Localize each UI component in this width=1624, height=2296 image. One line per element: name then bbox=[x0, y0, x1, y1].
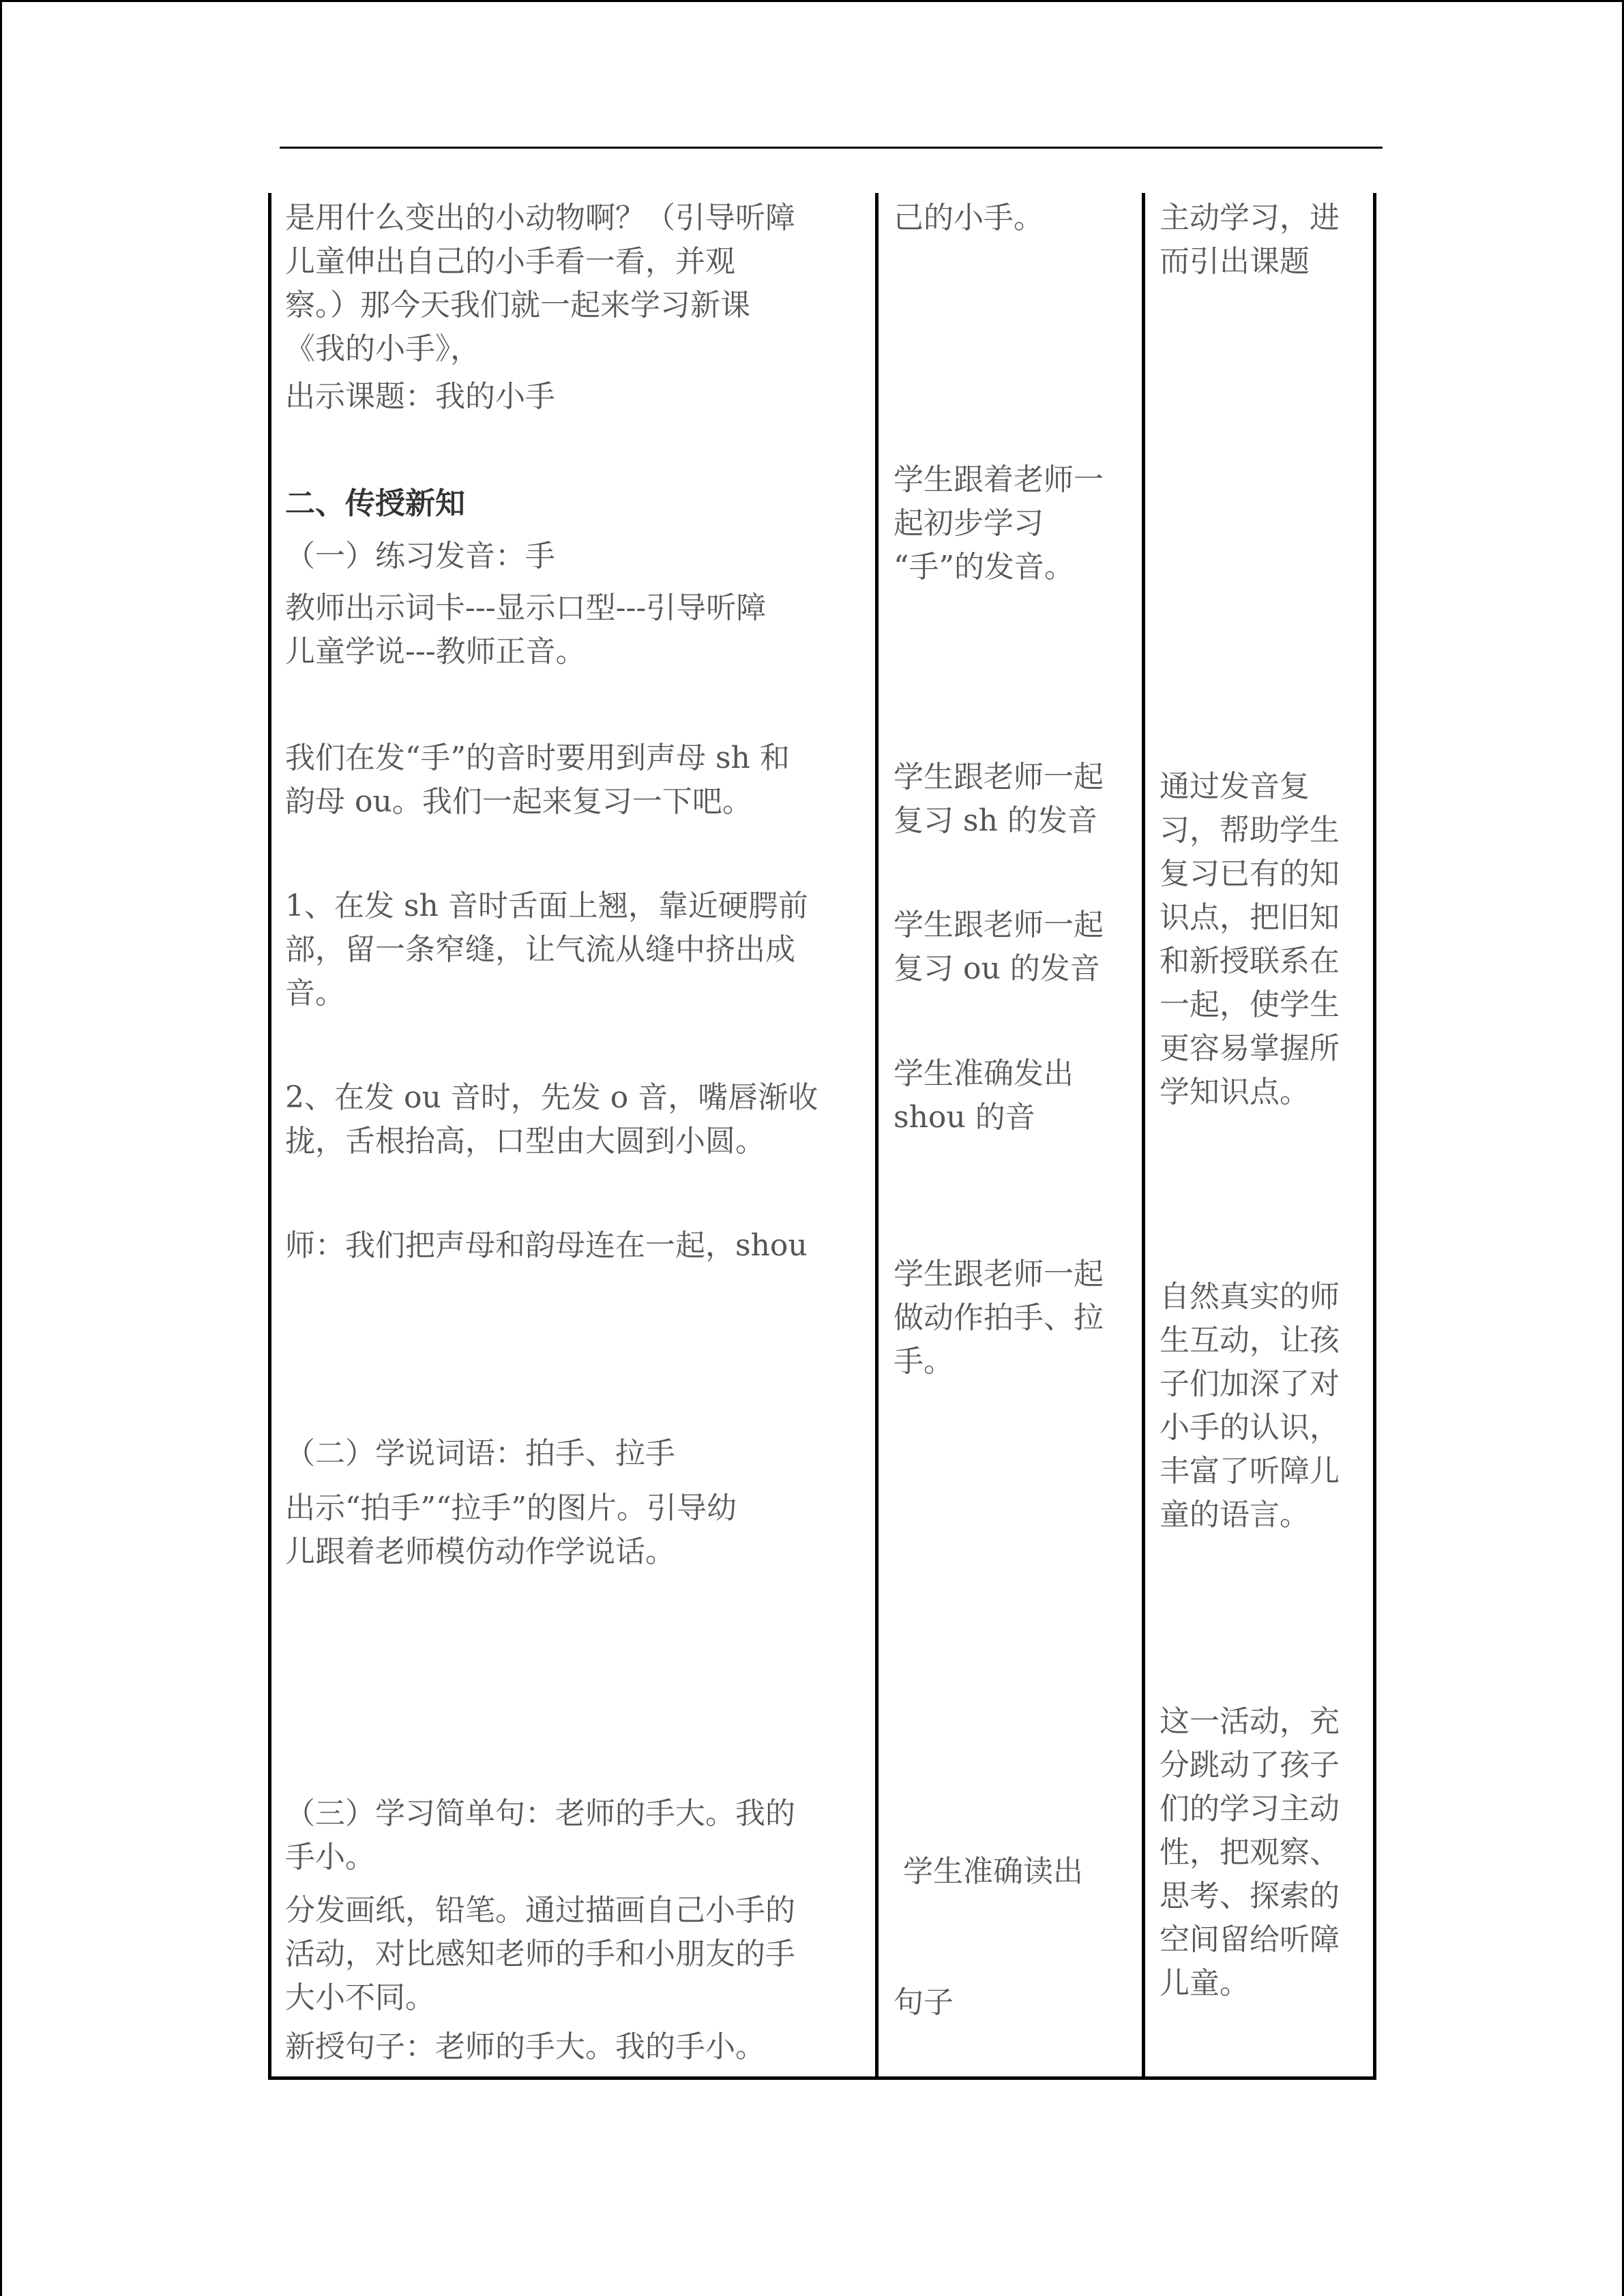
text-line: shou 的音 bbox=[894, 1100, 1035, 1135]
teacher-activity-intro bbox=[285, 196, 861, 371]
header-rule bbox=[280, 147, 1383, 149]
table-column-divider-2 bbox=[1142, 193, 1145, 2080]
text-line: 《我的小手》， bbox=[285, 331, 480, 366]
text-line: 拢，舌根抬高，口型由大圆到小圆。 bbox=[285, 1124, 765, 1159]
text-line: 手小。 bbox=[285, 1840, 375, 1875]
student-activity-1 bbox=[894, 196, 1132, 240]
text-line: 们的学习主动 bbox=[1160, 1791, 1340, 1826]
text-line: “手”的发音。 bbox=[894, 550, 1074, 584]
text-line: 出示课题：我的小手 bbox=[285, 379, 555, 414]
text-line: 己的小手。 bbox=[894, 200, 1044, 235]
text-line: 子们加深了对 bbox=[1160, 1367, 1340, 1401]
text-line: 儿童。 bbox=[1160, 1966, 1250, 2001]
student-activity-2 bbox=[894, 458, 1132, 589]
subsection-pronunciation bbox=[285, 535, 861, 578]
text-line: 句子 bbox=[894, 1985, 954, 2020]
text-line: （三）学习简单句：老师的手大。我的 bbox=[285, 1796, 795, 1831]
text-line: 2、在发 ou 音时，先发 o 音，嘴唇渐收 bbox=[285, 1080, 818, 1115]
text-line: 识点，把旧知 bbox=[1160, 900, 1340, 935]
text-line: 生互动，让孩 bbox=[1160, 1323, 1340, 1358]
design-intent-3 bbox=[1160, 1275, 1364, 1537]
text-line: 学生跟着老师一 bbox=[894, 462, 1104, 497]
text-line: 出示“拍手”“拉手”的图片。引导幼 bbox=[285, 1491, 737, 1525]
text-line: 做动作拍手、拉 bbox=[894, 1300, 1104, 1335]
text-line: 学生跟老师一起 bbox=[894, 1257, 1104, 1292]
student-activity-3 bbox=[894, 756, 1132, 843]
page-frame-left bbox=[0, 0, 2, 2296]
text-line: 手。 bbox=[894, 1344, 954, 1379]
table-column-divider-1 bbox=[875, 193, 879, 2080]
table-border-bottom bbox=[268, 2076, 1376, 2080]
text-line: 童的语言。 bbox=[1160, 1497, 1310, 1532]
text-line: 性，把观察、 bbox=[1160, 1835, 1340, 1870]
text-line: 韵母 ou。我们一起来复习一下吧。 bbox=[285, 784, 752, 819]
text-line: 和新授联系在 bbox=[1160, 944, 1340, 979]
section-heading bbox=[285, 482, 861, 526]
initial-final-intro bbox=[285, 736, 861, 824]
text-line: 复习 sh 的发音 bbox=[894, 803, 1097, 838]
text-line: 更容易掌握所 bbox=[1160, 1031, 1340, 1066]
subsection-sentences bbox=[285, 1792, 861, 1879]
text-line: 师：我们把声母和韵母连在一起，shou bbox=[285, 1228, 808, 1263]
text-line: 空间留给听障 bbox=[1160, 1922, 1340, 1957]
text-line: 是用什么变出的小动物啊？（引导听障 bbox=[285, 200, 795, 235]
text-line: 察。）那今天我们就一起来学习新课 bbox=[285, 288, 750, 323]
section-heading-text: 二、传授新知 bbox=[285, 486, 465, 521]
student-activity-7 bbox=[894, 1763, 1132, 2112]
design-intent-4 bbox=[1160, 1700, 1364, 2006]
text-line: 学生准确读出 bbox=[894, 1854, 1083, 1889]
text-line: 复习 ou 的发音 bbox=[894, 951, 1100, 986]
picture-instruction bbox=[285, 1487, 861, 1574]
text-line: 一起，使学生 bbox=[1160, 987, 1340, 1022]
student-activity-6 bbox=[894, 1253, 1132, 1384]
text-line: 丰富了听障儿 bbox=[1160, 1454, 1340, 1489]
text-line: 分发画纸，铅笔。通过描画自己小手的 bbox=[285, 1893, 795, 1928]
text-line: 新授句子：老师的手大。我的手小。 bbox=[285, 2029, 765, 2064]
text-line: 主动学习，进 bbox=[1160, 200, 1340, 235]
table-border-right bbox=[1373, 193, 1376, 2080]
subsection-vocabulary bbox=[285, 1432, 861, 1476]
text-line: 1、在发 sh 音时舌面上翘，靠近硬腭前 bbox=[285, 889, 808, 923]
text-line: 部，留一条窄缝，让气流从缝中挤出成 bbox=[285, 932, 795, 967]
text-line: 分跳动了孩子 bbox=[1160, 1748, 1340, 1783]
teacher-word-card bbox=[285, 586, 861, 674]
student-activity-5 bbox=[894, 1052, 1132, 1139]
text-line: 复习已有的知 bbox=[1160, 856, 1340, 891]
text-line: 儿跟着老师模仿动作学说话。 bbox=[285, 1534, 675, 1569]
text-line: 自然真实的师 bbox=[1160, 1279, 1340, 1314]
page-frame-top bbox=[0, 0, 1624, 2]
table-border-left bbox=[268, 193, 271, 2080]
text-line: 儿童学说---教师正音。 bbox=[285, 634, 586, 669]
text-line: 学生跟老师一起 bbox=[894, 760, 1104, 794]
design-intent-1 bbox=[1160, 196, 1364, 284]
text-line: （一）练习发音：手 bbox=[285, 539, 555, 573]
sh-pronunciation-step bbox=[285, 884, 861, 1015]
lesson-title-display bbox=[285, 375, 861, 419]
text-line: 习，帮助学生 bbox=[1160, 813, 1340, 848]
text-line: 我们在发“手”的音时要用到声母 sh 和 bbox=[285, 741, 790, 775]
new-sentence bbox=[285, 2025, 861, 2069]
text-line: （二）学说词语：拍手、拉手 bbox=[285, 1436, 675, 1471]
design-intent-2 bbox=[1160, 765, 1364, 1114]
text-line: 儿童伸出自己的小手看一看，并观 bbox=[285, 244, 735, 279]
text-line: 而引出课题 bbox=[1160, 244, 1310, 279]
text-line: 大小不同。 bbox=[285, 1980, 435, 2015]
text-line: 通过发音复 bbox=[1160, 769, 1310, 804]
text-line: 教师出示词卡---显示口型---引导听障 bbox=[285, 591, 767, 625]
combine-sounds bbox=[285, 1224, 861, 1268]
text-line: 学生准确发出 bbox=[894, 1056, 1074, 1091]
ou-pronunciation-step bbox=[285, 1076, 861, 1163]
text-line: 学知识点。 bbox=[1160, 1075, 1310, 1109]
drawing-activity bbox=[285, 1889, 861, 2020]
text-line: 学生跟老师一起 bbox=[894, 908, 1104, 942]
text-line: 思考、探索的 bbox=[1160, 1879, 1340, 1913]
text-line: 小手的认识， bbox=[1160, 1410, 1340, 1445]
text-line: 起初步学习 bbox=[894, 506, 1044, 541]
student-activity-4 bbox=[894, 904, 1132, 991]
text-line: 活动，对比感知老师的手和小朋友的手 bbox=[285, 1937, 795, 1971]
text-line: 这一活动，充 bbox=[1160, 1704, 1340, 1739]
text-line: 音。 bbox=[285, 976, 345, 1011]
